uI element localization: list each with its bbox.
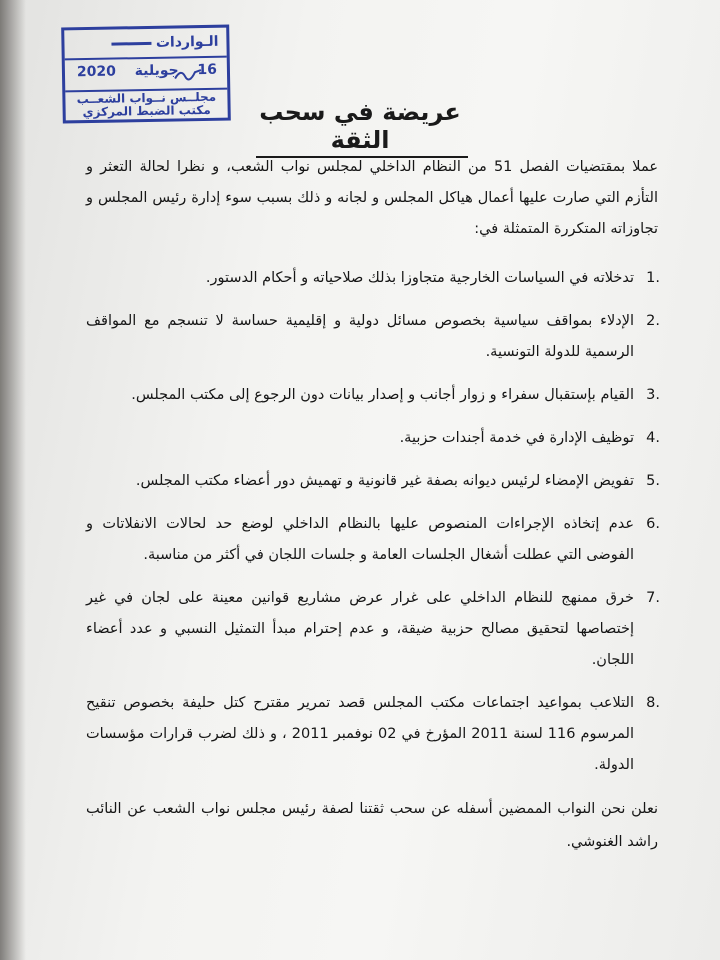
intro-paragraph: عملا بمقتضيات الفصل 51 من النظام الداخلي لمجلس نواب الشعب، و نظرا لحالة التعثر و التأزم التي صارت عليها أعمال هياكل المجلس و لجانه و ذلك بسبب سوء إدارة رئيس المجلس و تجاوزاته المتكررة المتمثلة في: (86, 159, 658, 237)
list-item (86, 263, 658, 294)
list-item-text: توظيف الإدارة في خدمة أجندات حزبية. (399, 430, 634, 446)
list-item (86, 583, 658, 676)
list-item-text: القيام بإستقبال سفراء و زوار أجانب و إصدار بيانات دون الرجوع إلى مكتب المجلس. (131, 387, 634, 403)
stamp-organization (71, 91, 221, 120)
stamp-day: 16 (197, 61, 218, 79)
list-item-text: تفويض الإمضاء لرئيس ديوانه بصفة غير قانونية و تهميش دور أعضاء مكتب المجلس. (135, 473, 634, 489)
list-item-text: الإدلاء بمواقف سياسية بخصوص مسائل دولية و إقليمية حساسة لا تنسجم مع المواقف الرسمية للدولة التونسية. (86, 313, 634, 360)
list-item (86, 306, 658, 368)
stamp-month: جويلية (134, 62, 179, 80)
stamp-header: الـواردات (112, 34, 219, 52)
list-item (86, 509, 658, 571)
list-item-text: التلاعب بمواعيد اجتماعات مكتب المجلس قصد تمرير مقترح كتل حليفة بخصوص تنقيح المرسوم 116 لسنة 2011 المؤرخ في 02 نوفمبر 2011 ، و ذلك لضرب قرارات مؤسسات الدولة. (86, 695, 634, 773)
list-item-number: 8. (646, 695, 660, 711)
document-body (86, 152, 658, 874)
list-item (86, 380, 658, 411)
reception-stamp (61, 25, 231, 124)
list-item (86, 466, 658, 497)
list-item (86, 423, 658, 454)
stamp-year: 2020 (76, 63, 117, 81)
list-item-number: 6. (646, 516, 660, 532)
stamp-divider (65, 56, 227, 61)
document-title: عريضة في سحب الثقة (250, 98, 470, 154)
list-item-number: 2. (646, 313, 660, 329)
list-item-text: خرق ممنهج للنظام الداخلي على غرار عرض مشاريع قوانين معينة على لجان في غير إختصاصها لتحقيق مصالح حزبية ضيقة، و عدم إحترام مبدأ التمثيل النسبي و عدد أعضاء اللجان. (86, 590, 634, 668)
closing-paragraph: نعلن نحن النواب الممضين أسفله عن سحب ثقتنا لصفة رئيس مجلس نواب الشعب عن النائب راشد الغنوشي. (86, 801, 658, 850)
page-edge-shadow (0, 0, 26, 960)
stamp-org-line2: مكتب الضبط المركزي (82, 102, 211, 120)
stamp-org-line1: مجلــس نــواب الشعــب (76, 89, 217, 107)
list-item-number: 3. (646, 387, 660, 403)
grievance-list (86, 263, 658, 781)
list-item-number: 7. (646, 590, 660, 606)
list-item-text: عدم إتخاذه الإجراءات المنصوص عليها بالنظام الداخلي لوضع حد لحالات الانفلاتات و الفوضى التي عطلت أشغال الجلسات العامة و جلسات اللجان في أكثر من مناسبة. (86, 516, 634, 563)
stamp-initials-icon (173, 66, 203, 83)
list-item-number: 5. (646, 473, 660, 489)
list-item-number: 1. (646, 270, 660, 286)
list-item (86, 688, 658, 781)
list-item-number: 4. (646, 430, 660, 446)
list-item-text: تدخلاته في السياسات الخارجية متجاوزا بذلك صلاحياته و أحكام الدستور. (205, 270, 634, 286)
